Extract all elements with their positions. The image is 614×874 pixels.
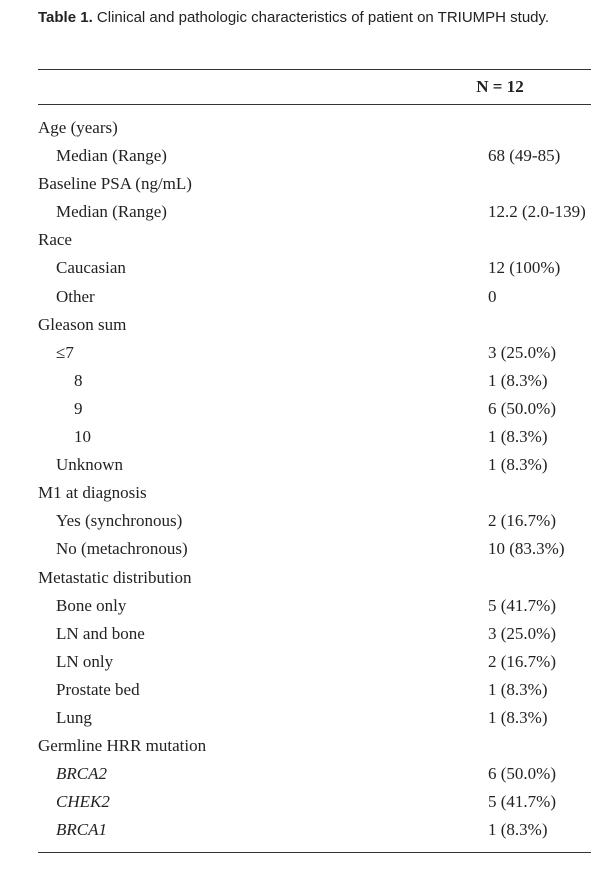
- row-label: 10: [74, 427, 91, 447]
- table-row: [38, 367, 591, 395]
- row-value: 3 (25.0%): [488, 342, 556, 362]
- table-row: [38, 339, 591, 367]
- row-label: Bone only: [56, 595, 127, 615]
- row-value: 1 (8.3%): [488, 820, 548, 840]
- row-value: 1 (8.3%): [488, 427, 548, 447]
- row-value: 0: [488, 286, 497, 306]
- row-value: 1 (8.3%): [488, 707, 548, 727]
- row-label: Age (years): [38, 118, 118, 137]
- row-value: 1 (8.3%): [488, 679, 548, 699]
- table-caption: [38, 8, 588, 28]
- row-label: M1 at diagnosis: [38, 483, 147, 503]
- row-label: Caucasian: [56, 258, 126, 278]
- table-top-rule: [38, 69, 591, 70]
- row-label: Median (Range): [56, 146, 167, 166]
- row-label: 8: [74, 370, 83, 390]
- row-value: 1 (8.3%): [488, 455, 548, 475]
- column-header: N = 12: [476, 77, 524, 96]
- row-label: No (metachronous): [56, 539, 188, 559]
- row-value: 5 (41.7%): [488, 792, 556, 812]
- table-row: [38, 423, 591, 451]
- row-label: Race: [38, 230, 72, 250]
- row-value: 5 (41.7%): [488, 595, 556, 615]
- table-row: [38, 226, 591, 254]
- row-value: 10 (83.3%): [488, 539, 565, 559]
- row-label: Median (Range): [56, 202, 167, 222]
- row-label: Metastatic distribution: [38, 567, 192, 587]
- table-row: [38, 535, 591, 563]
- row-label: Unknown: [56, 455, 124, 475]
- table-row: [38, 451, 591, 479]
- table-row: [38, 254, 591, 282]
- row-value: 3 (25.0%): [488, 623, 556, 643]
- table-row: [38, 592, 591, 620]
- row-value: 12.2 (2.0-139): [488, 202, 586, 222]
- table-row: [38, 816, 591, 844]
- table-row: [38, 620, 591, 648]
- table-row: [38, 760, 591, 788]
- table-row: [38, 788, 591, 816]
- table-bottom-rule: [38, 852, 591, 853]
- row-label: LN and bone: [56, 623, 145, 643]
- table-row: [38, 198, 591, 226]
- table-row: [38, 507, 591, 535]
- table-body: [38, 114, 591, 844]
- table-row: [38, 732, 591, 760]
- caption-label: Table 1.: [38, 9, 93, 26]
- row-value: 2 (16.7%): [488, 511, 556, 531]
- row-label: CHEK2: [56, 792, 110, 812]
- table-row: [38, 676, 591, 704]
- caption-text: Clinical and pathologic characteristics of patient on TRIUMPH study.: [92, 9, 550, 26]
- row-label: 9: [74, 398, 83, 418]
- row-label: BRCA2: [56, 764, 107, 784]
- row-value: 2 (16.7%): [488, 651, 556, 671]
- row-label: Germline HRR mutation: [38, 736, 207, 756]
- row-label: Other: [56, 286, 95, 306]
- table-row: [38, 704, 591, 732]
- row-label: Gleason sum: [38, 314, 127, 334]
- table-row: [38, 170, 591, 198]
- row-value: 68 (49-85): [488, 146, 561, 166]
- row-value: 6 (50.0%): [488, 764, 556, 784]
- row-label: BRCA1: [56, 820, 107, 840]
- table-row: [38, 395, 591, 423]
- row-value: 1 (8.3%): [488, 370, 548, 390]
- table-row: [38, 648, 591, 676]
- table-row: [38, 564, 591, 592]
- row-label: Prostate bed: [56, 679, 140, 699]
- row-label: ≤7: [56, 342, 74, 362]
- table-row: [38, 114, 591, 142]
- row-label: Yes (synchronous): [56, 511, 183, 531]
- row-label: LN only: [56, 651, 114, 671]
- row-label: Baseline PSA (ng/mL): [38, 174, 192, 194]
- table-row: [38, 479, 591, 507]
- row-value: 12 (100%): [488, 258, 561, 278]
- header-rule: [38, 104, 591, 105]
- table-row: [38, 283, 591, 311]
- table-row: [38, 311, 591, 339]
- row-label: Lung: [56, 707, 92, 727]
- table-row: [38, 142, 591, 170]
- row-value: 6 (50.0%): [488, 398, 556, 418]
